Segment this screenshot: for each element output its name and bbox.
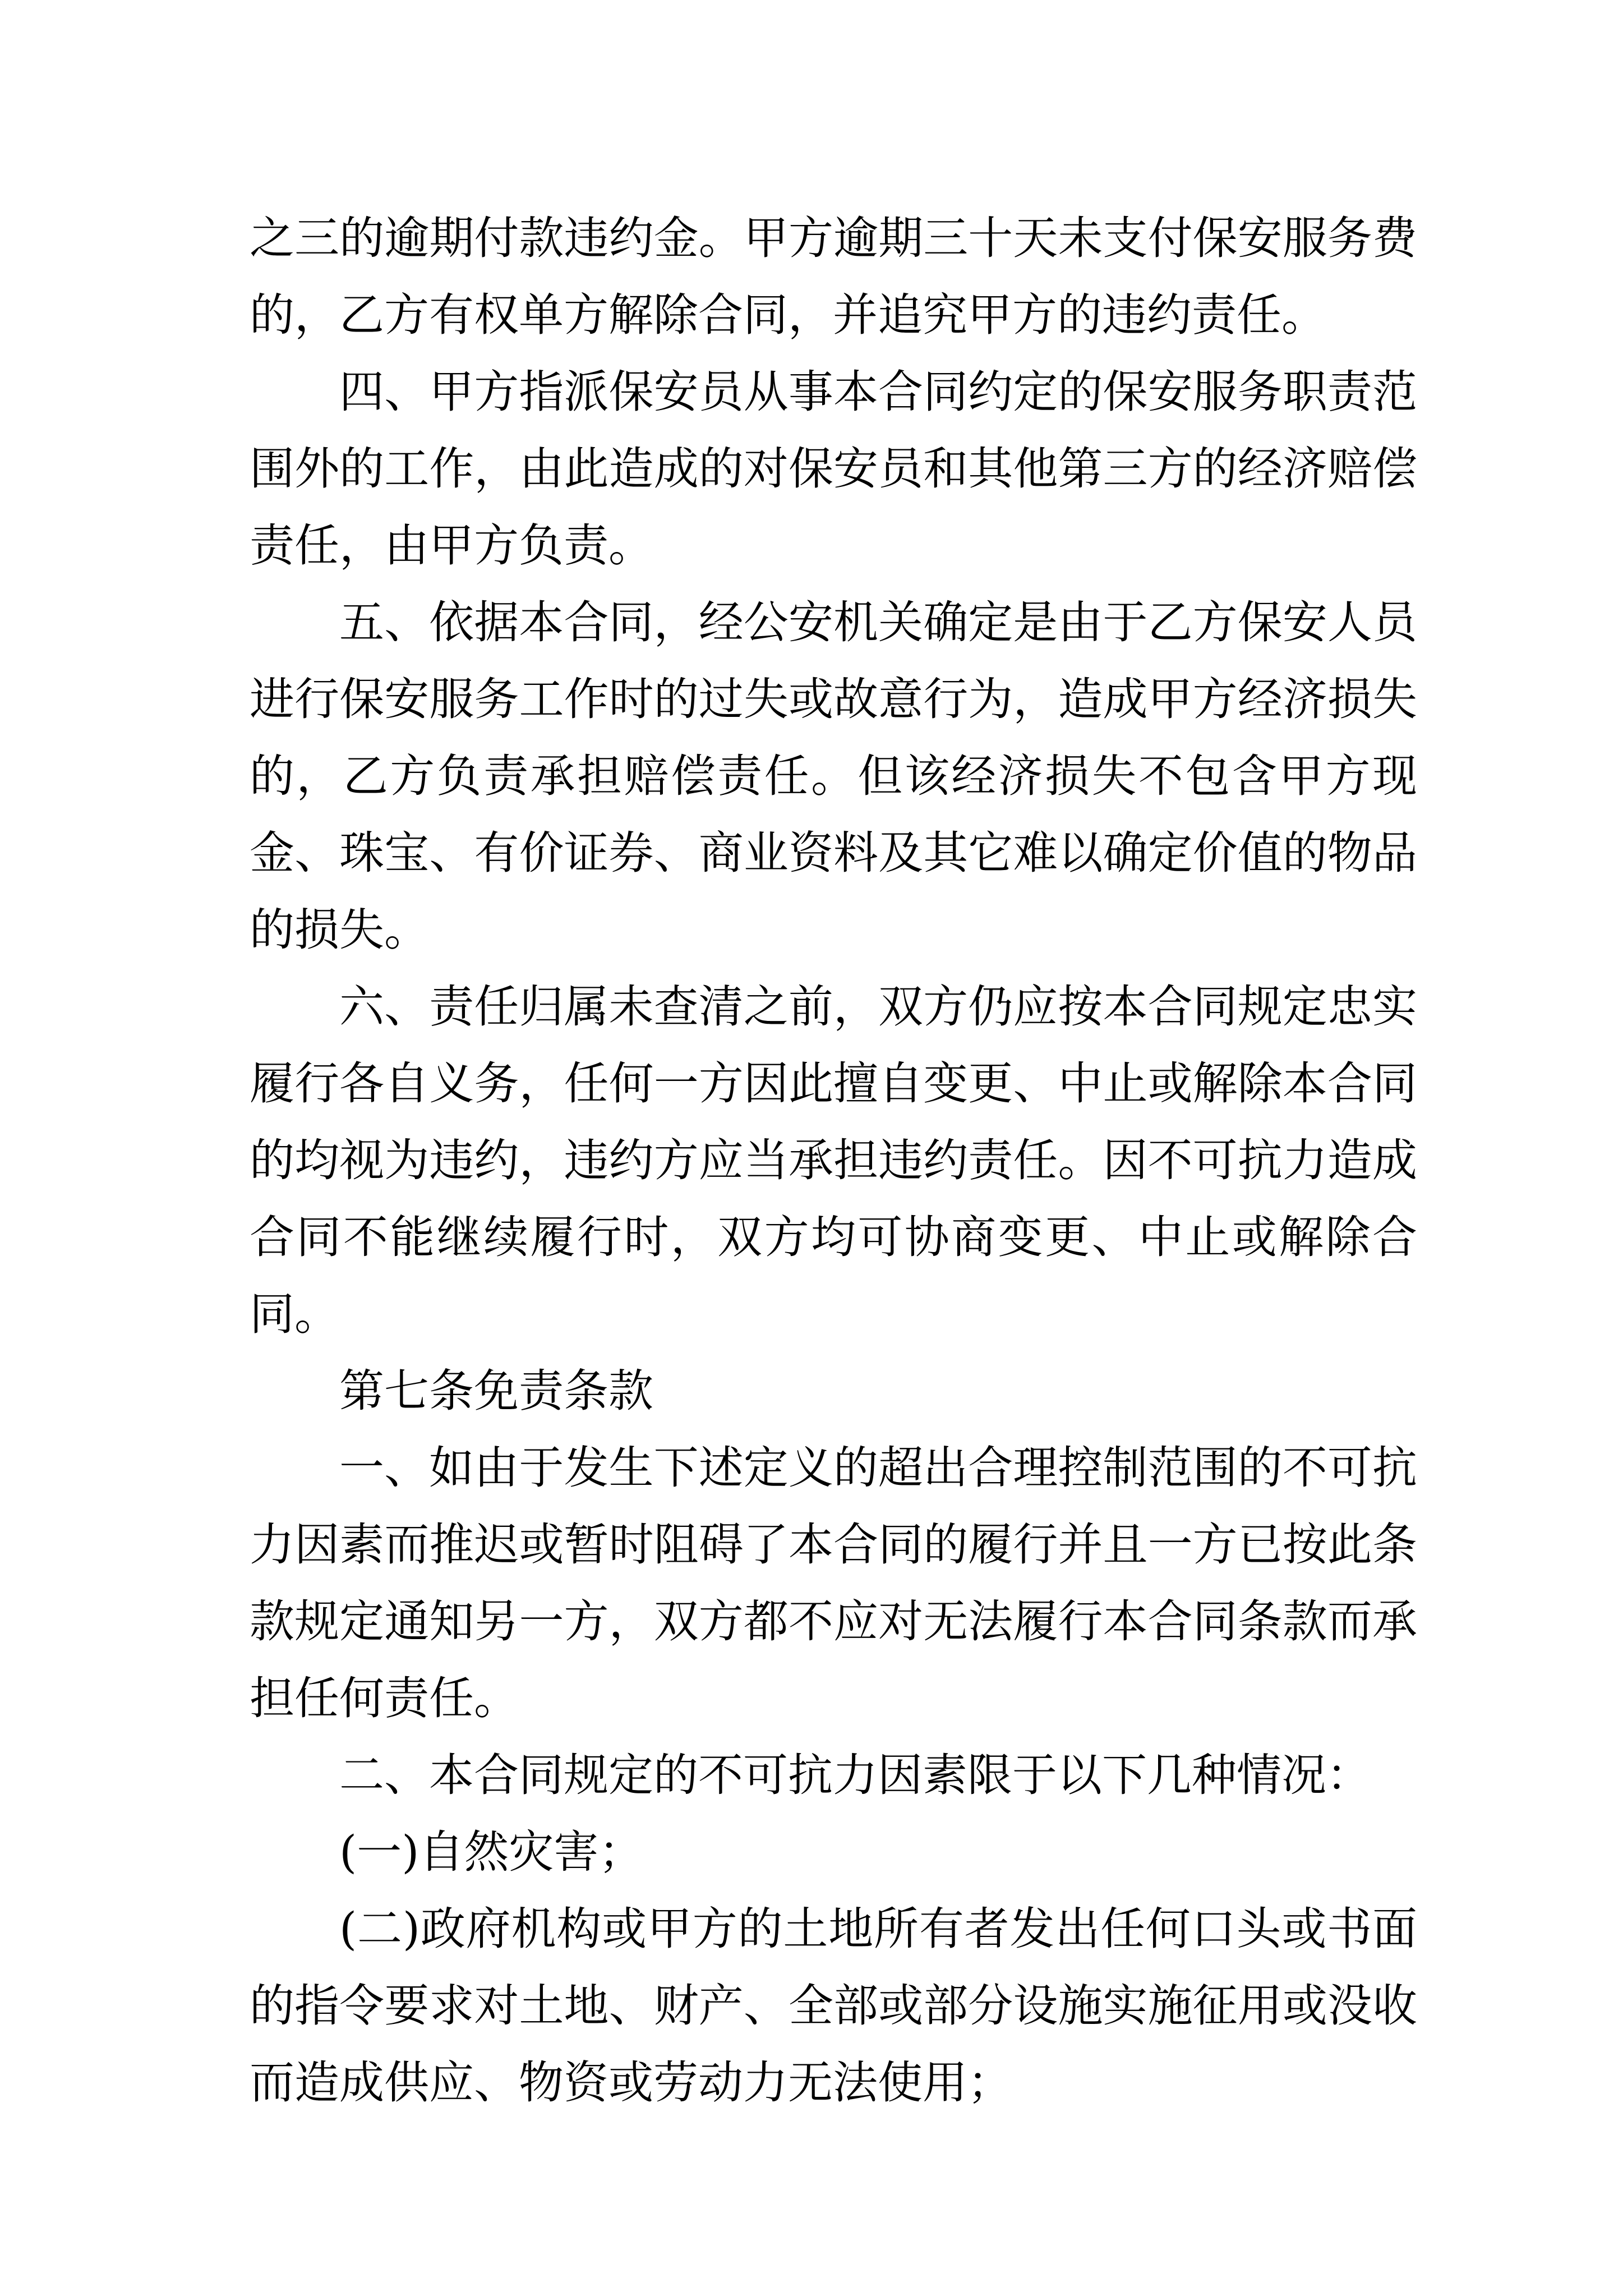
paragraph-force-majeure-natural-disaster: (一)自然灾害； <box>339 1826 644 1878</box>
paragraph-clause-6: 六、责任归属未查清之前，双方仍应按本合同规定忠实履行各自义务，任何一方因此擅自变更、中止或解除本合同的均视为违约，违约方应当承担违约责任。因不可抗力造成合同不能继续履行时，双方均可协商变更、中止或解除合同。 <box>250 981 1417 1340</box>
heading-article-7-exemption: 第七条免责条款 <box>339 1365 653 1417</box>
paragraph-clause-4: 四、甲方指派保安员从事本合同约定的保安服务职责范围外的工作，由此造成的对保安员和其他第三方的经济赔偿责任，由甲方负责。 <box>250 366 1417 572</box>
paragraph-clause-5: 五、依据本合同，经公安机关确定是由于乙方保安人员进行保安服务工作时的过失或故意行为，造成甲方经济损失的，乙方负责承担赔偿责任。但该经济损失不包含甲方现金、珠宝、有价证券、商业资料及其它难以确定价值的物品的损失。 <box>250 596 1417 956</box>
paragraph-article7-item-1: 一、如由于发生下述定义的超出合理控制范围的不可抗力因素而推迟或暂时阻碍了本合同的履行并且一方已按此条款规定通知另一方，双方都不应对无法履行本合同条款而承担任何责任。 <box>250 1442 1417 1724</box>
paragraph-article7-item-2: 二、本合同规定的不可抗力因素限于以下几种情况： <box>339 1749 1371 1801</box>
contract-text-block <box>250 200 1417 2121</box>
paragraph-force-majeure-government-order: (二)政府机构或甲方的土地所有者发出任何口头或书面的指令要求对土地、财产、全部或部分设施实施征用或没收而造成供应、物资或劳动力无法使用； <box>250 1903 1417 2109</box>
paragraph-overdue-payment-penalty: 之三的逾期付款违约金。甲方逾期三十天未支付保安服务费的，乙方有权单方解除合同，并追究甲方的违约责任。 <box>250 212 1417 341</box>
